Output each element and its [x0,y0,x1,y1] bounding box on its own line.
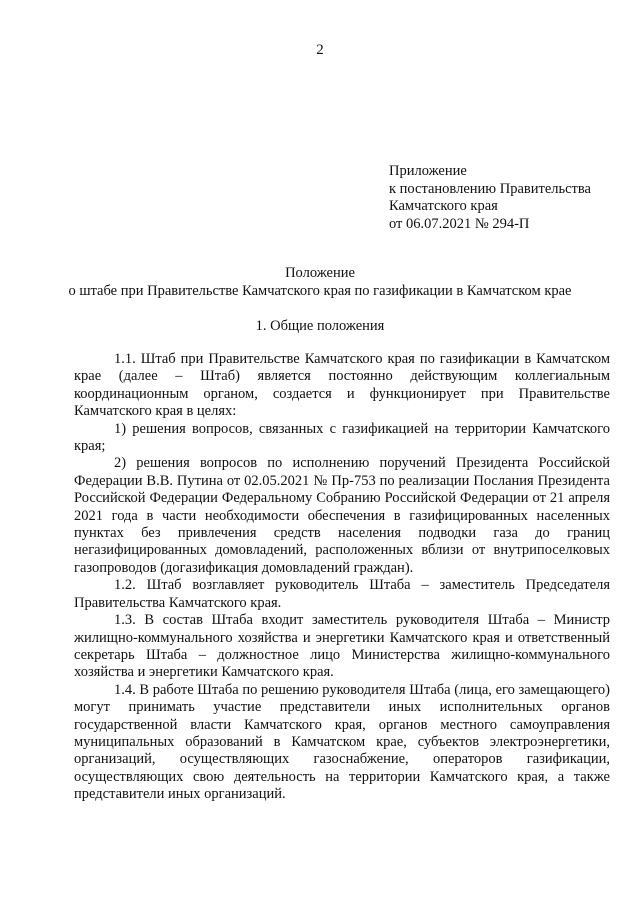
appendix-block [389,163,629,233]
section-title: 1. Общие положения [255,318,385,334]
appendix-line-2: к постановлению Правительства [389,180,591,197]
appendix-line-1: Приложение [389,163,467,179]
paragraph-item-2: 2) решения вопросов по исполнению поручений Президента Российской Федерации В.В. Путина от 02.05.2021 № Пр-753 по реализации Послания Президента Российской Федерации Федеральному Собранию Российской Федерации от 21 апреля 2021 года в части необходимости обеспечения в газифицированных населенных пунктах без привлечения средств населения подводки газа до границ негазифицированных домовладений, расположенных вблизи от внутрипоселковых газопроводов (догазификация домовладений граждан). [74,455,610,576]
appendix-line-4: от 06.07.2021 № 294-П [389,215,530,232]
appendix-line-3: Камчатского края [389,198,498,214]
paragraph-1-1: 1.1. Штаб при Правительстве Камчатского края по газификации в Камчатском крае (далее – Штаб) является постоянно действующим коллегиальным координационным органом, создается и функционирует при Правительстве Камчатского края в целях: [74,351,610,420]
document-title [0,265,640,300]
paragraph-1-4: 1.4. В работе Штаба по решению руководителя Штаба (лица, его замещающего) могут принимать участие представители иных исполнительных органов государственной власти Камчатского края, органов местного самоуправления муниципальных образований в Камчатском крае, субъектов электроэнергетики, организаций, осуществляющих газоснабжение, операторов газификации, осуществляющих свою деятельность на территории Камчатского края, а также представители иных организаций. [74,681,610,803]
paragraph-item-1: 1) решения вопросов, связанных с газификацией на территории Камчатского края; [74,420,610,455]
page-number: 2 [316,42,324,58]
title-line-2: о штабе при Правительстве Камчатского края по газификации в Камчатском крае [68,282,572,299]
title-line-1: Положение [285,265,355,281]
paragraph-1-2: 1.2. Штаб возглавляет руководитель Штаба – заместитель Председателя Правительства Камчатского края. [74,577,610,611]
paragraph-1-3: 1.3. В состав Штаба входит заместитель руководителя Штаба – Министр жилищно-коммунального хозяйства и энергетики Камчатского края и ответственный секретарь Штаба – должностное лицо Министерства жилищно-коммунального хозяйства и энергетики Камчатского края. [74,612,610,681]
body-text [74,351,610,804]
